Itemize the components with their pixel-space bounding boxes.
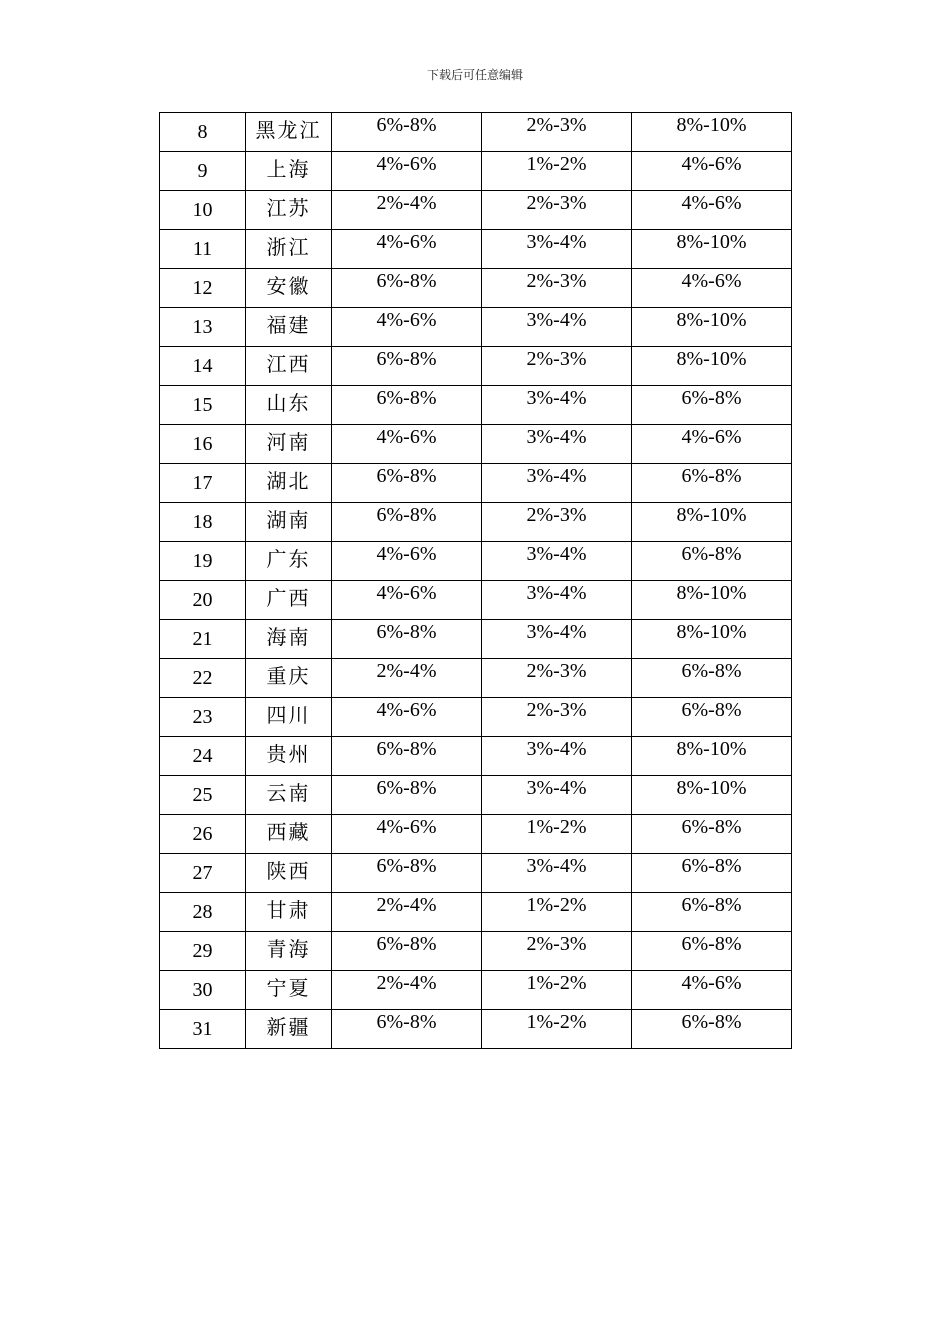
province-name: 广东: [246, 542, 332, 581]
rate-col-1: 2%-4%: [332, 971, 482, 1010]
row-number: 11: [160, 230, 246, 269]
province-name: 安徽: [246, 269, 332, 308]
table-row: [160, 308, 792, 347]
row-number: 18: [160, 503, 246, 542]
province-name: 河南: [246, 425, 332, 464]
table-row: [160, 737, 792, 776]
rate-col-2: 3%-4%: [482, 425, 632, 464]
rate-col-3: 6%-8%: [632, 1010, 792, 1049]
row-number: 8: [160, 113, 246, 152]
row-number: 26: [160, 815, 246, 854]
province-name: 四川: [246, 698, 332, 737]
rate-col-1: 4%-6%: [332, 230, 482, 269]
table-body: [160, 113, 792, 1049]
rate-col-1: 4%-6%: [332, 698, 482, 737]
row-number: 16: [160, 425, 246, 464]
table-row: [160, 542, 792, 581]
rate-col-3: 8%-10%: [632, 308, 792, 347]
table-row: [160, 269, 792, 308]
province-name: 广西: [246, 581, 332, 620]
rate-col-1: 6%-8%: [332, 620, 482, 659]
rate-col-3: 8%-10%: [632, 776, 792, 815]
rate-col-3: 8%-10%: [632, 230, 792, 269]
rate-col-3: 8%-10%: [632, 581, 792, 620]
rate-col-2: 3%-4%: [482, 386, 632, 425]
rate-col-3: 8%-10%: [632, 737, 792, 776]
row-number: 27: [160, 854, 246, 893]
province-name: 贵州: [246, 737, 332, 776]
rate-col-1: 6%-8%: [332, 386, 482, 425]
rate-col-1: 2%-4%: [332, 191, 482, 230]
row-number: 25: [160, 776, 246, 815]
row-number: 30: [160, 971, 246, 1010]
table-row: [160, 698, 792, 737]
rate-col-3: 6%-8%: [632, 698, 792, 737]
rate-col-1: 2%-4%: [332, 893, 482, 932]
table-row: [160, 581, 792, 620]
row-number: 31: [160, 1010, 246, 1049]
table-row: [160, 815, 792, 854]
province-name: 湖南: [246, 503, 332, 542]
row-number: 15: [160, 386, 246, 425]
rate-col-2: 2%-3%: [482, 113, 632, 152]
rate-col-1: 4%-6%: [332, 425, 482, 464]
table-row: [160, 893, 792, 932]
rate-col-3: 6%-8%: [632, 854, 792, 893]
row-number: 28: [160, 893, 246, 932]
rate-col-2: 3%-4%: [482, 581, 632, 620]
province-name: 重庆: [246, 659, 332, 698]
rate-col-2: 3%-4%: [482, 464, 632, 503]
rate-col-1: 6%-8%: [332, 464, 482, 503]
rate-col-1: 2%-4%: [332, 659, 482, 698]
row-number: 20: [160, 581, 246, 620]
province-name: 新疆: [246, 1010, 332, 1049]
rate-col-3: 4%-6%: [632, 971, 792, 1010]
rate-col-2: 1%-2%: [482, 893, 632, 932]
rate-col-2: 3%-4%: [482, 542, 632, 581]
table-row: [160, 1010, 792, 1049]
rate-col-3: 8%-10%: [632, 347, 792, 386]
row-number: 19: [160, 542, 246, 581]
row-number: 24: [160, 737, 246, 776]
row-number: 23: [160, 698, 246, 737]
table-row: [160, 620, 792, 659]
rate-col-3: 6%-8%: [632, 464, 792, 503]
rate-col-3: 6%-8%: [632, 932, 792, 971]
rate-col-2: 3%-4%: [482, 776, 632, 815]
page-header: 下载后可任意编辑: [426, 68, 523, 82]
rate-col-2: 3%-4%: [482, 308, 632, 347]
rate-col-2: 2%-3%: [482, 698, 632, 737]
rate-col-1: 6%-8%: [332, 932, 482, 971]
rate-col-1: 6%-8%: [332, 347, 482, 386]
rate-col-3: 8%-10%: [632, 620, 792, 659]
rate-col-2: 1%-2%: [482, 971, 632, 1010]
province-name: 湖北: [246, 464, 332, 503]
table-row: [160, 425, 792, 464]
rate-col-1: 4%-6%: [332, 152, 482, 191]
rate-col-2: 2%-3%: [482, 347, 632, 386]
province-name: 江苏: [246, 191, 332, 230]
rate-col-2: 1%-2%: [482, 815, 632, 854]
row-number: 14: [160, 347, 246, 386]
rate-col-2: 2%-3%: [482, 191, 632, 230]
rate-col-1: 6%-8%: [332, 503, 482, 542]
rate-col-3: 4%-6%: [632, 191, 792, 230]
rate-col-2: 3%-4%: [482, 737, 632, 776]
rate-col-2: 1%-2%: [482, 152, 632, 191]
rate-col-2: 2%-3%: [482, 932, 632, 971]
row-number: 13: [160, 308, 246, 347]
province-name: 海南: [246, 620, 332, 659]
province-name: 陕西: [246, 854, 332, 893]
row-number: 17: [160, 464, 246, 503]
table-row: [160, 503, 792, 542]
rate-col-1: 4%-6%: [332, 542, 482, 581]
row-number: 10: [160, 191, 246, 230]
province-name: 江西: [246, 347, 332, 386]
rate-col-3: 6%-8%: [632, 893, 792, 932]
province-name: 云南: [246, 776, 332, 815]
table-row: [160, 659, 792, 698]
rate-col-3: 4%-6%: [632, 269, 792, 308]
table-row: [160, 854, 792, 893]
rate-col-2: 2%-3%: [482, 659, 632, 698]
rate-col-2: 2%-3%: [482, 503, 632, 542]
rate-col-3: 4%-6%: [632, 152, 792, 191]
rate-col-3: 6%-8%: [632, 542, 792, 581]
row-number: 21: [160, 620, 246, 659]
table-row: [160, 347, 792, 386]
rate-col-1: 6%-8%: [332, 113, 482, 152]
rate-col-2: 3%-4%: [482, 620, 632, 659]
rate-col-3: 6%-8%: [632, 659, 792, 698]
row-number: 29: [160, 932, 246, 971]
table-row: [160, 776, 792, 815]
province-name: 上海: [246, 152, 332, 191]
rate-col-2: 3%-4%: [482, 230, 632, 269]
table-row: [160, 386, 792, 425]
rate-col-2: 2%-3%: [482, 269, 632, 308]
table-row: [160, 152, 792, 191]
province-name: 甘肃: [246, 893, 332, 932]
province-name: 山东: [246, 386, 332, 425]
row-number: 12: [160, 269, 246, 308]
table-row: [160, 971, 792, 1010]
province-name: 福建: [246, 308, 332, 347]
rate-col-2: 3%-4%: [482, 854, 632, 893]
rate-col-3: 6%-8%: [632, 815, 792, 854]
table-row: [160, 464, 792, 503]
table-row: [160, 191, 792, 230]
rate-col-2: 1%-2%: [482, 1010, 632, 1049]
table-row: [160, 932, 792, 971]
row-number: 9: [160, 152, 246, 191]
rate-col-1: 6%-8%: [332, 269, 482, 308]
rate-col-3: 6%-8%: [632, 386, 792, 425]
province-name: 西藏: [246, 815, 332, 854]
table-row: [160, 113, 792, 152]
rate-col-1: 6%-8%: [332, 1010, 482, 1049]
rate-col-1: 4%-6%: [332, 308, 482, 347]
province-name: 浙江: [246, 230, 332, 269]
rate-col-3: 8%-10%: [632, 113, 792, 152]
table-row: [160, 230, 792, 269]
rate-col-1: 4%-6%: [332, 581, 482, 620]
rate-col-1: 6%-8%: [332, 854, 482, 893]
province-name: 宁夏: [246, 971, 332, 1010]
rate-col-1: 4%-6%: [332, 815, 482, 854]
province-name: 青海: [246, 932, 332, 971]
rate-table: [159, 112, 792, 1049]
row-number: 22: [160, 659, 246, 698]
rate-col-3: 8%-10%: [632, 503, 792, 542]
province-name: 黑龙江: [246, 113, 332, 152]
rate-col-1: 6%-8%: [332, 776, 482, 815]
rate-col-1: 6%-8%: [332, 737, 482, 776]
rate-col-3: 4%-6%: [632, 425, 792, 464]
